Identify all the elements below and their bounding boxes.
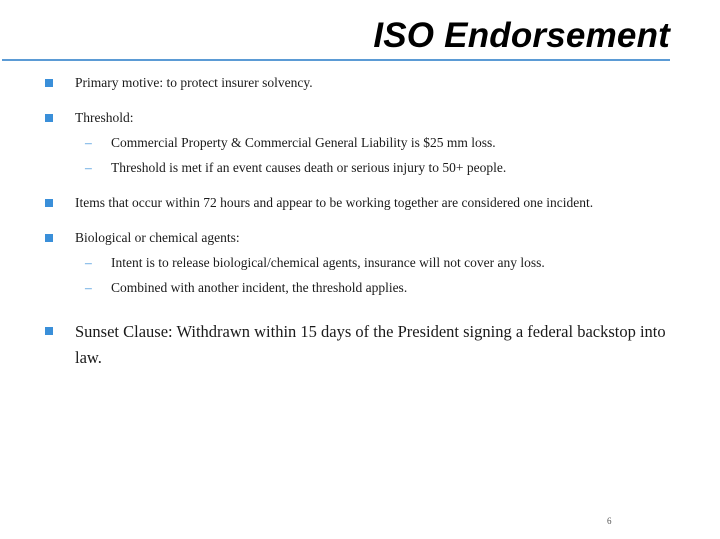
sub-bullet (75, 278, 700, 298)
sub-bullet-list (75, 133, 700, 178)
sub-bullet (75, 158, 700, 178)
square-bullet-icon (45, 327, 53, 335)
title-divider (2, 59, 670, 61)
sub-bullet-text: Commercial Property & Commercial General Liability is $25 mm loss. (111, 135, 496, 150)
square-bullet-icon (45, 234, 53, 242)
square-bullet-icon (45, 79, 53, 87)
page-number: 6 (607, 516, 612, 526)
bullet-text: Items that occur within 72 hours and appear to be working together are considered one incident. (75, 195, 594, 210)
bullet-sunset-clause (0, 319, 700, 371)
bullet-72-hours (0, 193, 700, 213)
bullet-text: Primary motive: to protect insurer solvency. (75, 75, 313, 90)
dash-bullet-icon: – (85, 160, 92, 175)
bullet-threshold (0, 108, 700, 178)
sub-bullet-text: Combined with another incident, the threshold applies. (111, 280, 408, 295)
dash-bullet-icon: – (85, 135, 92, 150)
sub-bullet-text: Intent is to release biological/chemical agents, insurance will not cover any loss. (111, 255, 545, 270)
bullet-biological-chemical (0, 228, 700, 298)
sub-bullet (75, 253, 700, 273)
square-bullet-icon (45, 114, 53, 122)
sub-bullet-list (75, 253, 700, 298)
bullet-text: Threshold: (75, 110, 134, 125)
bullet-text: Biological or chemical agents: (75, 230, 240, 245)
sub-bullet-text: Threshold is met if an event causes death or serious injury to 50+ people. (111, 160, 507, 175)
square-bullet-icon (45, 199, 53, 207)
slide-title: ISO Endorsement (373, 16, 670, 55)
sub-bullet (75, 133, 700, 153)
bullet-primary-motive (0, 73, 700, 93)
slide-body (0, 70, 700, 371)
dash-bullet-icon: – (85, 280, 92, 295)
dash-bullet-icon: – (85, 255, 92, 270)
bullet-text: Sunset Clause: Withdrawn within 15 days of the President signing a federal backstop into law. (75, 322, 666, 367)
